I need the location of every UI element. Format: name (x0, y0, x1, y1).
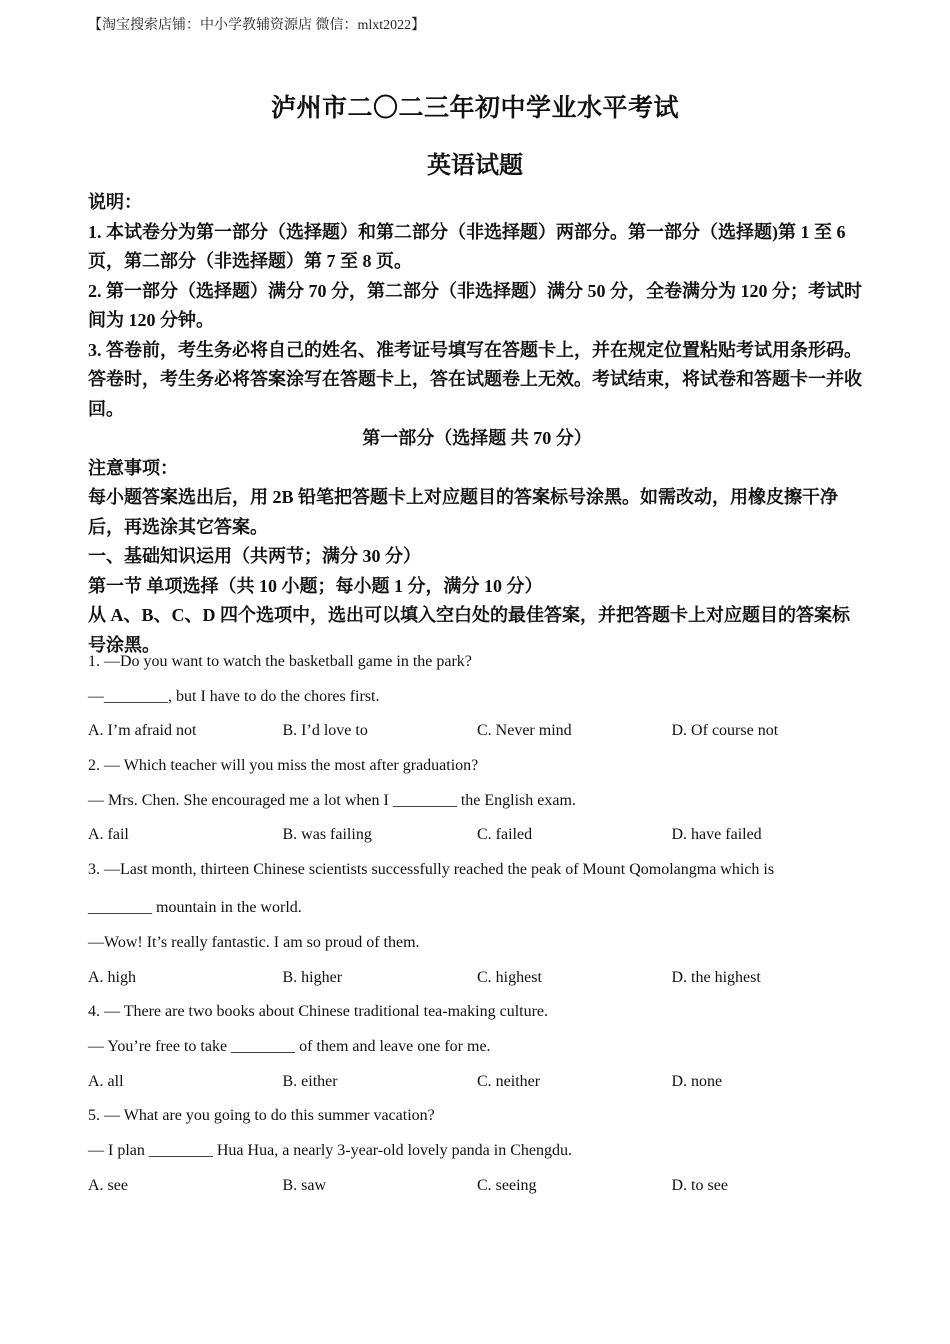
answer-options (88, 1176, 866, 1211)
option-b: B. saw (282, 1176, 327, 1194)
section1-title: 一、基础知识运用（共两节；满分 30 分） (88, 546, 421, 566)
option-b: B. either (282, 1072, 338, 1090)
option-d: D. have failed (671, 826, 762, 844)
option-c: C. failed (477, 826, 533, 844)
option-b: B. I’d love to (282, 722, 368, 740)
instruction-item-1: 1. 本试卷分为第一部分（选择题）和第二部分（非选择题）两部分。第一部分（选择题)第 1 至 6 页，第二部分（非选择题）第 7 至 8 页。 (88, 221, 846, 271)
question-5 (88, 1106, 866, 1210)
option-c: C. neither (477, 1072, 541, 1090)
section1-directions: 从 A、B、C、D 四个选项中，选出可以填入空白处的最佳答案，并把答题卡上对应题目的答案标号涂黑。 (88, 605, 850, 655)
part1-title: 第一部分（选择题 共 70 分） (362, 428, 592, 448)
question-list (88, 652, 866, 1210)
answer-options (88, 968, 866, 1003)
notice-text: 每小题答案选出后，用 2B 铅笔把答题卡上对应题目的答案标号涂黑。如需改动，用橡皮擦干净后，再选涂其它答案。 (88, 487, 839, 537)
header-note: 【淘宝搜索店铺：中小学教辅资源店 微信：mlxt2022】 (88, 18, 426, 33)
option-a: A. fail (88, 826, 129, 844)
answer-options (88, 721, 866, 756)
instruction-item-3: 3. 答卷前，考生务必将自己的姓名、准考证号填写在答题卡上，并在规定位置粘贴考试用条形码。答卷时，考生务必将答案涂写在答题卡上，答在试题卷上无效。考试结束，将试卷和答题卡一并收回。 (88, 339, 862, 419)
question-line: 1. —Do you want to watch the basketball game in the park? (88, 653, 472, 670)
option-a: A. high (88, 968, 136, 986)
option-a: A. all (88, 1072, 124, 1090)
option-c: C. seeing (477, 1176, 537, 1194)
question-3 (88, 860, 866, 1002)
option-d: D. the highest (671, 968, 761, 986)
question-line: ________ mountain in the world. (88, 899, 302, 917)
option-b: B. was failing (282, 826, 372, 844)
instructions-block (88, 188, 866, 660)
question-line: 2. — Which teacher will you miss the most after graduation? (88, 757, 479, 775)
question-line: 3. —Last month, thirteen Chinese scientists successfully reached the peak of Mount Qomolangma which is (88, 861, 775, 879)
option-c: C. highest (477, 968, 542, 986)
option-d: D. to see (671, 1176, 728, 1194)
option-b: B. higher (282, 968, 343, 986)
instruction-item-2: 2. 第一部分（选择题）满分 70 分，第二部分（非选择题）满分 50 分，全卷满分为 120 分；考试时间为 120 分钟。 (88, 280, 862, 330)
question-line: 4. — There are two books about Chinese traditional tea-making culture. (88, 1003, 549, 1021)
option-a: A. see (88, 1176, 128, 1194)
question-line: — Mrs. Chen. She encouraged me a lot when I ________ the English exam. (88, 791, 576, 809)
exam-title: 泸州市二〇二三年初中学业水平考试 (270, 95, 679, 122)
question-1 (88, 652, 866, 756)
exam-subtitle: 英语试题 (427, 153, 523, 179)
option-d: D. none (671, 1072, 723, 1090)
option-a: A. I’m afraid not (88, 722, 197, 740)
answer-options (88, 825, 866, 860)
notice-label: 注意事项： (88, 457, 178, 478)
question-line: —________, but I have to do the chores first. (88, 687, 380, 705)
option-d: D. Of course not (671, 722, 779, 740)
question-line: — I plan ________ Hua Hua, a nearly 3-year-old lovely panda in Chengdu. (88, 1141, 572, 1159)
option-c: C. Never mind (477, 722, 572, 740)
answer-options (88, 1072, 866, 1107)
question-line: — You’re free to take ________ of them and leave one for me. (88, 1037, 491, 1055)
question-line: 5. — What are you going to do this summer vacation? (88, 1107, 435, 1125)
question-4 (88, 1002, 866, 1106)
section1-part1-title: 第一节 单项选择（共 10 小题；每小题 1 分，满分 10 分） (88, 575, 543, 596)
instructions-label: 说明： (88, 192, 142, 212)
question-line: —Wow! It’s really fantastic. I am so proud of them. (88, 933, 420, 951)
question-2 (88, 756, 866, 860)
